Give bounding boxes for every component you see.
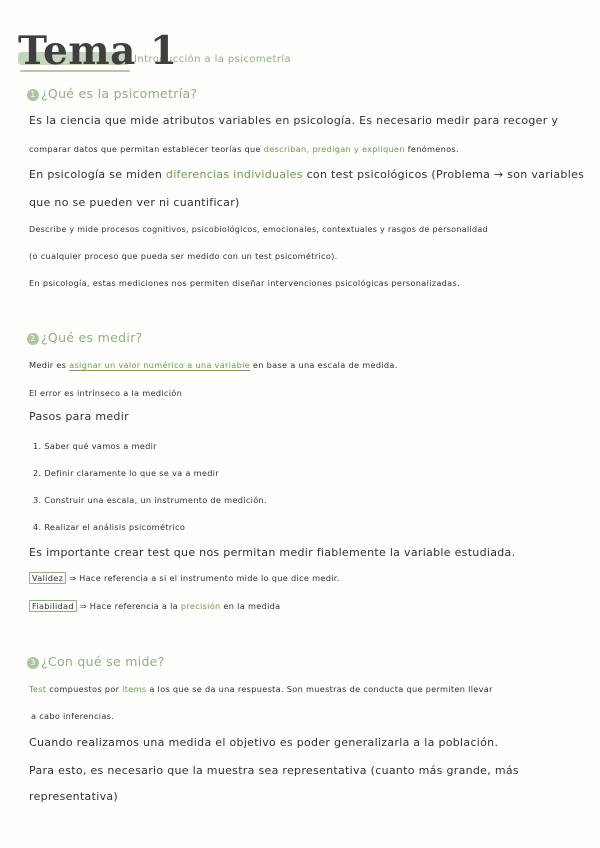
s2-validity: Validez ⇒ Hace referencia a si el instrumento mide lo que dice medir. [29,573,340,583]
section-3-heading: 3 ¿Con qué se mide? [27,654,165,669]
s1-highlight-describe: describan, predigan y expliquen [263,144,405,154]
s1-line-5: Describe y mide procesos cognitivos, psicobiológicos, emocionales, contextuales y rasgos de personalidad [29,225,488,234]
section-number-badge: 3 [27,657,39,669]
s1-highlight-differences: diferencias individuales [165,168,303,181]
page-title: Tema 1 [18,28,178,74]
s2-line-3: Pasos para medir [29,410,129,423]
s2-step-3: 3. Construir una escala, un instrumento de medición. [33,495,267,505]
s2-line-1: Medir es asignar un valor numérico a una variable en base a una escala de medida. [29,360,398,370]
s1-line-4: que no se pueden ver ni cuantificar) [29,196,240,209]
section-1-heading: 1 ¿Qué es la psicometría? [27,86,197,101]
reliability-term: Fiabilidad [29,600,77,612]
s2-step-4: 4. Realizar el análisis psicométrico [33,522,186,532]
section-2-heading: 2 ¿Qué es medir? [27,330,142,345]
validity-term: Validez [29,572,66,584]
s3-line-1: Test compuestos por ítems a los que se da una respuesta. Son muestras de conducta que permiten llevar [29,684,493,694]
s1-line-2: comparar datos que permitan establecer teorías que describan, predigan y expliquen fenómenos. [29,144,459,154]
s3-line-2: a cabo inferencias. [31,711,115,721]
s1-line-7: En psicología, estas mediciones nos permiten diseñar intervenciones psicológicas personalizadas. [29,278,460,288]
s3-line-3: Cuando realizamos una medida el objetivo es poder generalizarla a la población. [29,736,499,749]
s3-highlight-items: ítems [122,684,147,694]
s1-line-6: (o cualquier proceso que pueda ser medido con un test psicométrico). [29,251,338,261]
s2-step-1: 1. Saber qué vamos a medir [33,441,157,451]
s1-line-3: En psicología se miden diferencias individuales con test psicológicos (Problema → son variables [29,168,585,181]
section-number-badge: 2 [27,333,39,345]
section-number-badge: 1 [27,89,39,101]
page-subtitle: Introducción a la psicometría [134,54,292,65]
s3-line-4: Para esto, es necesario que la muestra sea representativa (cuanto más grande, más [29,764,519,777]
s2-highlight-definition: asignar un valor numérico a una variable [69,360,250,370]
s3-line-5: representativa) [29,790,119,803]
s2-reliability: Fiabilidad ⇒ Hace referencia a la precisión en la medida [29,601,280,611]
s2-line-2: El error es intrínseco a la medición [29,388,183,398]
s2-line-4: Es importante crear test que nos permitan medir fiablemente la variable estudiada. [29,546,516,559]
s1-line-1: Es la ciencia que mide atributos variables en psicología. Es necesario medir para recoger y [29,114,559,127]
s2-step-2: 2. Definir claramente lo que se va a medir [33,468,219,478]
s3-highlight-test: Test [29,684,47,694]
s2-highlight-precision: precisión [180,601,221,611]
